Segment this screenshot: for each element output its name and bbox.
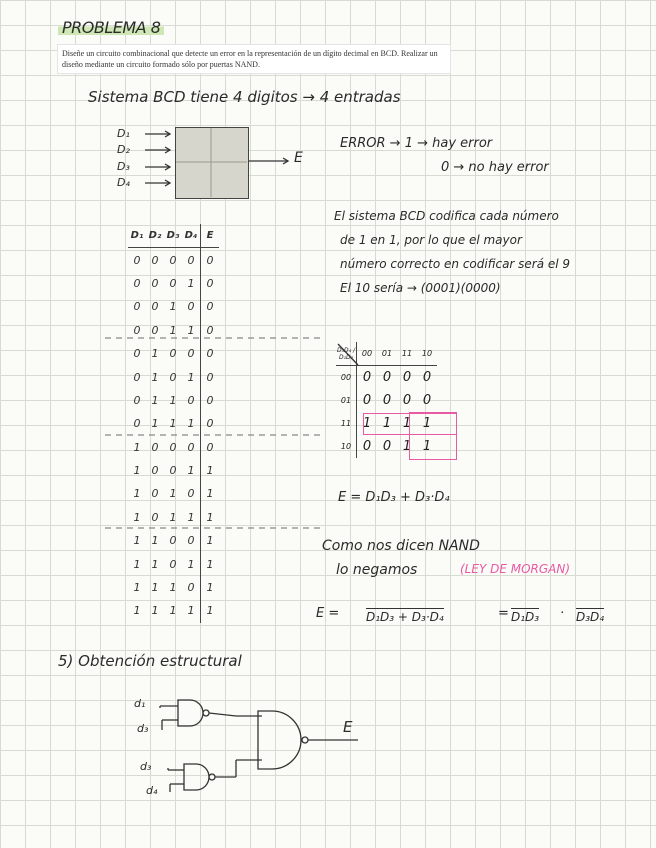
final-eq-mid: D₁D₃ + D₃·D₄ xyxy=(366,610,444,624)
truth-table-output-cell: 0 xyxy=(201,295,220,318)
truth-table-cell: 1 xyxy=(151,417,159,431)
truth-table-cell: 1 xyxy=(151,347,159,361)
kmap-cell: 0 xyxy=(362,439,372,454)
truth-table-cell: 1 xyxy=(133,581,141,595)
truth-table-cell: 0 xyxy=(151,323,159,337)
truth-table-cell: 1 xyxy=(151,557,159,571)
kmap-cell: 0 xyxy=(382,370,392,385)
truth-table-cell: 0 xyxy=(187,487,195,501)
kmap-corner: D₃D₄ / D₁D₂ xyxy=(336,342,357,366)
truth-table-cell: 1 xyxy=(151,604,159,618)
truth-table-cell: 1 xyxy=(187,464,195,478)
error-def-2: 0 → no hay error xyxy=(441,160,549,175)
truth-table-cell: 0 xyxy=(169,464,177,478)
block-input-1: D₁ xyxy=(117,127,130,140)
kmap-col-header: 00 xyxy=(357,342,378,366)
section-5-heading: 5) Obtención estructural xyxy=(58,652,242,670)
nand-gate-2 xyxy=(168,760,262,792)
truth-table-output-cell: 1 xyxy=(201,459,220,482)
kmap-cell: 1 xyxy=(422,439,432,454)
truth-table-cell: 1 xyxy=(133,510,141,524)
truth-table-cell: 0 xyxy=(133,276,141,290)
truth-table-cell: 0 xyxy=(133,323,141,337)
truth-table-cell: 1 xyxy=(133,557,141,571)
truth-table-cell: 0 xyxy=(187,393,195,407)
kmap-cell: 1 xyxy=(382,416,392,431)
kmap-cell: 0 xyxy=(422,393,432,408)
block-input-2: D₂ xyxy=(117,143,130,156)
truth-table-output-cell: 0 xyxy=(201,365,220,388)
kmap-diagonal xyxy=(338,344,358,365)
truth-table-output-cell: 1 xyxy=(201,599,220,622)
truth-table-cell: 1 xyxy=(133,487,141,501)
truth-table-cell: 0 xyxy=(133,417,141,431)
header-d3: D₃ xyxy=(164,224,182,248)
circuit-output: E xyxy=(343,718,353,736)
final-eq-term-2: D₃D₄ xyxy=(576,610,605,624)
kmap-cell: 0 xyxy=(422,370,432,385)
kmap-col-header: 01 xyxy=(377,342,397,366)
truth-table-cell: 0 xyxy=(151,276,159,290)
truth-table-cell: 1 xyxy=(169,581,177,595)
truth-table-cell: 0 xyxy=(133,347,141,361)
circuit-input-d4: d₄ xyxy=(146,784,158,797)
kmap-cell: 0 xyxy=(402,393,412,408)
kmap-cell: 0 xyxy=(382,439,392,454)
truth-table-cell: 1 xyxy=(133,464,141,478)
error-def-1: ERROR → 1 → hay error xyxy=(340,136,493,151)
final-eq-dot: · xyxy=(560,606,565,621)
truth-table-cell: 1 xyxy=(169,417,177,431)
header-e: E xyxy=(201,224,220,248)
truth-table-cell: 1 xyxy=(151,534,159,548)
truth-table-cell: 0 xyxy=(133,253,141,267)
kmap-row-header: 01 xyxy=(336,389,357,412)
kmap-row-header: 11 xyxy=(336,412,357,435)
block-output-arrow xyxy=(249,158,288,164)
truth-table-cell: 0 xyxy=(151,300,159,314)
explanation-line: de 1 en 1, por lo que el mayor xyxy=(340,233,522,247)
truth-table-cell: 1 xyxy=(187,604,195,618)
problem-statement: Diseñe un circuito combinacional que detecte un error en la representación de un dígito decimal en BCD. Realizar un diseño mediante un circuito formado sólo por puertas NAND. xyxy=(57,44,451,74)
simplified-equation: E = D₁D₃ + D₃·D₄ xyxy=(338,490,450,505)
kmap-cell: 0 xyxy=(362,370,372,385)
truth-table-output-cell: 0 xyxy=(201,342,220,365)
kmap-row-header: 00 xyxy=(336,366,357,390)
explanation-line: El sistema BCD codifica cada número xyxy=(334,209,559,223)
kmap-cell: 1 xyxy=(402,439,412,454)
truth-table-cell: 0 xyxy=(169,534,177,548)
truth-table-output-cell: 0 xyxy=(201,436,220,459)
truth-table-output-cell: 0 xyxy=(201,412,220,435)
truth-table-cell: 0 xyxy=(169,347,177,361)
circuit-input-d3b: d₃ xyxy=(140,760,152,773)
kmap-cell: 0 xyxy=(382,393,392,408)
final-eq-lhs: E = xyxy=(316,606,340,621)
explanation-line: número correcto en codificar será el 9 xyxy=(340,257,571,271)
truth-table-cell: 0 xyxy=(151,510,159,524)
kmap-cell: 0 xyxy=(402,370,412,385)
truth-table-cell: 1 xyxy=(169,604,177,618)
kmap-cell: 1 xyxy=(402,416,412,431)
header-d4: D₄ xyxy=(182,224,201,248)
truth-table-cell: 0 xyxy=(151,487,159,501)
block-output: E xyxy=(294,150,303,166)
nand-text-1: Como nos dicen NAND xyxy=(322,538,480,554)
truth-table-cell: 1 xyxy=(187,323,195,337)
truth-table-output-cell: 1 xyxy=(201,552,220,575)
truth-table-cell: 1 xyxy=(169,510,177,524)
final-eq-equals: = xyxy=(498,606,509,621)
page-title: PROBLEMA 8 xyxy=(58,18,164,37)
kmap-col-header: 11 xyxy=(397,342,417,366)
truth-table-cell: 1 xyxy=(133,534,141,548)
truth-table-cell: 0 xyxy=(133,393,141,407)
truth-table-cell: 0 xyxy=(187,534,195,548)
truth-table-cell: 1 xyxy=(133,440,141,454)
truth-table-output-cell: 0 xyxy=(201,248,220,272)
truth-table-cell: 1 xyxy=(187,417,195,431)
final-eq-term-1: D₁D₃ xyxy=(511,610,540,624)
truth-table-cell: 0 xyxy=(187,300,195,314)
truth-table-cell: 1 xyxy=(187,557,195,571)
truth-table-cell: 0 xyxy=(133,370,141,384)
truth-table-cell: 0 xyxy=(169,440,177,454)
truth-table-cell: 1 xyxy=(187,510,195,524)
truth-table-cell: 0 xyxy=(169,253,177,267)
truth-table-cell: 0 xyxy=(187,347,195,361)
explanation-line: El 10 sería → (0001)(0000) xyxy=(340,281,501,295)
truth-table-cell: 1 xyxy=(169,323,177,337)
truth-table-cell: 1 xyxy=(151,581,159,595)
truth-table-output-cell: 1 xyxy=(201,576,220,599)
truth-table-cell: 1 xyxy=(169,393,177,407)
truth-table-cell: 1 xyxy=(187,276,195,290)
truth-table-cell: 0 xyxy=(151,253,159,267)
nand-gate-output xyxy=(258,711,358,769)
truth-table-cell: 1 xyxy=(187,370,195,384)
truth-table-cell: 1 xyxy=(169,300,177,314)
truth-table-cell: 0 xyxy=(133,300,141,314)
truth-table-cell: 0 xyxy=(169,557,177,571)
truth-table-cell: 0 xyxy=(187,253,195,267)
truth-table-cell: 0 xyxy=(151,440,159,454)
kmap-row-header: 10 xyxy=(336,435,357,458)
truth-table-output-cell: 0 xyxy=(201,272,220,295)
header-d2: D₂ xyxy=(146,224,164,248)
truth-table-output-cell: 0 xyxy=(201,319,220,342)
truth-table-cell: 1 xyxy=(133,604,141,618)
truth-table-cell: 0 xyxy=(187,440,195,454)
truth-table-cell: 0 xyxy=(187,581,195,595)
kmap-cell: 1 xyxy=(362,416,372,431)
truth-table-output-cell: 1 xyxy=(201,529,220,552)
nand-gate-1 xyxy=(160,700,262,730)
truth-table-output-cell: 0 xyxy=(201,389,220,412)
truth-table-cell: 0 xyxy=(169,276,177,290)
kmap-col-header: 10 xyxy=(417,342,437,366)
block-input-arrows xyxy=(145,131,170,186)
circuit-input-d1: d₁ xyxy=(134,697,146,710)
truth-table-cell: 1 xyxy=(169,487,177,501)
truth-table-cell: 0 xyxy=(151,464,159,478)
intro-line: Sistema BCD tiene 4 digitos → 4 entradas xyxy=(88,88,401,106)
truth-table-cell: 1 xyxy=(151,370,159,384)
kmap-cell: 1 xyxy=(422,416,432,431)
block-input-3: D₃ xyxy=(117,160,130,173)
nand-text-2: lo negamos xyxy=(336,562,418,578)
de-morgan-label: (LEY DE MORGAN) xyxy=(460,562,571,576)
truth-table-output-cell: 1 xyxy=(201,506,220,529)
truth-table-cell: 1 xyxy=(151,393,159,407)
truth-table-output-cell: 1 xyxy=(201,482,220,505)
header-d1: D₁ xyxy=(128,224,146,248)
truth-table-cell: 0 xyxy=(169,370,177,384)
circuit-input-d3a: d₃ xyxy=(137,722,149,735)
block-input-4: D₄ xyxy=(117,176,130,189)
kmap-cell: 0 xyxy=(362,393,372,408)
